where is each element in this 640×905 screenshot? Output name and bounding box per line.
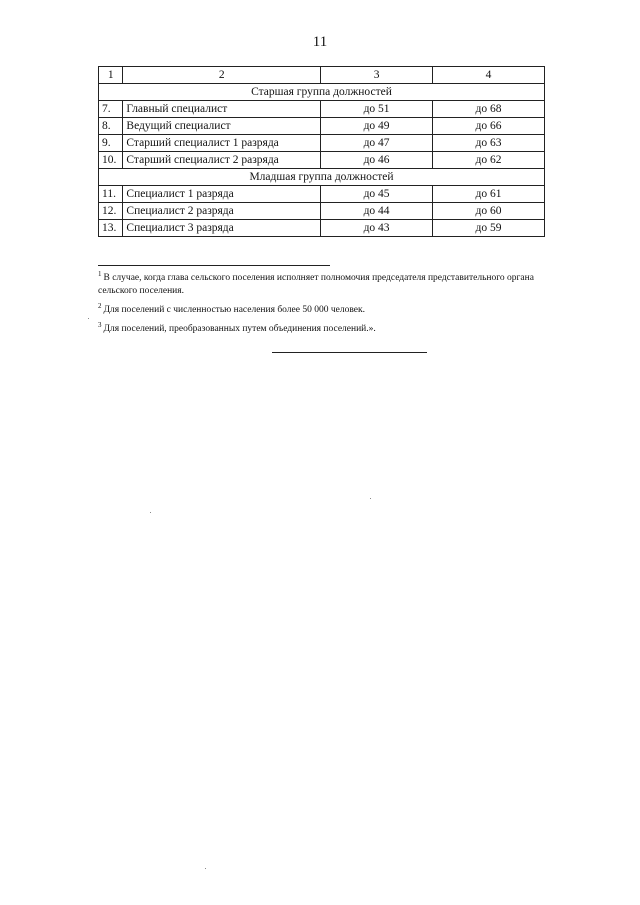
position-name: Главный специалист [123,101,321,118]
row-number: 11. [99,186,123,203]
row-number: 9. [99,135,123,152]
table-row [99,101,545,118]
group-row-senior [99,84,545,101]
position-name: Ведущий специалист [123,118,321,135]
col4-value: до 62 [433,152,545,169]
col3-value: до 46 [321,152,433,169]
row-number: 13. [99,220,123,237]
col4-value: до 66 [433,118,545,135]
table-row [99,152,545,169]
position-name: Старший специалист 1 разряда [123,135,321,152]
header-cell: 3 [321,67,433,84]
col3-value: до 43 [321,220,433,237]
footnote-text: В случае, когда глава сельского поселения исполняет полномочия председателя представительного органа сельского поселения. [98,273,534,296]
row-number: 8. [99,118,123,135]
header-cell: 4 [433,67,545,84]
header-cell: 2 [123,67,321,84]
col3-value: до 47 [321,135,433,152]
footnote-1 [98,268,548,298]
scan-speck [205,868,206,869]
position-name: Специалист 3 разряда [123,220,321,237]
col3-value: до 44 [321,203,433,220]
row-number: 12. [99,203,123,220]
table-row [99,186,545,203]
page-number: 11 [312,34,328,50]
table-row [99,203,545,220]
footnote-text: Для поселений, преобразованных путем объединения поселений.». [103,324,376,334]
position-name: Старший специалист 2 разряда [123,152,321,169]
position-name: Специалист 1 разряда [123,186,321,203]
table-row [99,135,545,152]
col3-value: до 51 [321,101,433,118]
table-row [99,220,545,237]
footnote-mark: 1 [98,270,102,278]
end-separator [272,352,427,353]
position-name: Специалист 2 разряда [123,203,321,220]
row-number: 10. [99,152,123,169]
header-cell: 1 [99,67,123,84]
col4-value: до 59 [433,220,545,237]
footnote-separator [98,265,330,266]
col4-value: до 68 [433,101,545,118]
footnote-mark: 3 [98,321,102,329]
table-header-row [99,67,545,84]
group-title: Старшая группа должностей [99,84,545,101]
group-row-junior [99,169,545,186]
col4-value: до 60 [433,203,545,220]
col3-value: до 49 [321,118,433,135]
group-title: Младшая группа должностей [99,169,545,186]
footnote-3 [98,319,548,336]
scan-speck [88,318,89,319]
salary-table [98,66,545,237]
row-number: 7. [99,101,123,118]
footnotes [98,268,548,338]
footnote-mark: 2 [98,302,102,310]
col4-value: до 63 [433,135,545,152]
col4-value: до 61 [433,186,545,203]
scan-speck [370,498,371,499]
table-row [99,118,545,135]
col3-value: до 45 [321,186,433,203]
scan-speck [150,512,151,513]
footnote-text: Для поселений с численностью населения более 50 000 человек. [103,305,365,315]
footnote-2 [98,300,548,317]
